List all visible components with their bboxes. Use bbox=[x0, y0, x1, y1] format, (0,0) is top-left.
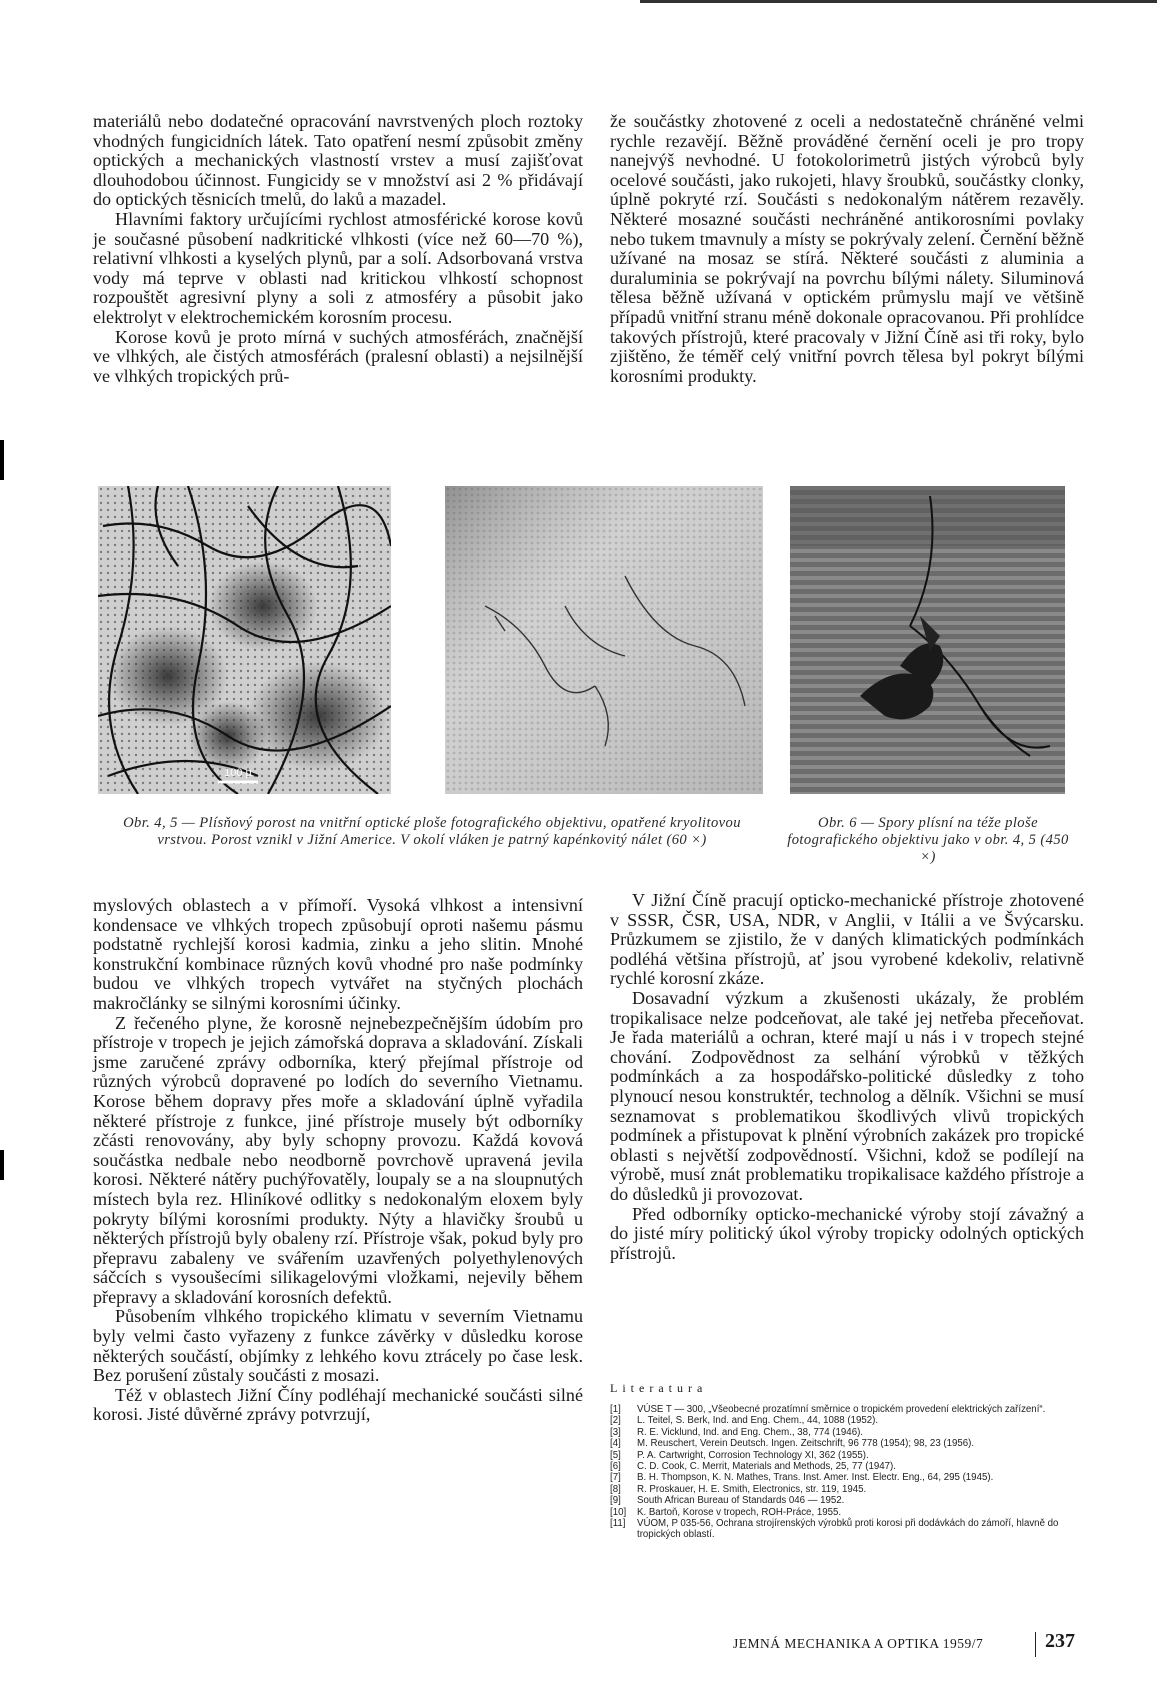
reference-item bbox=[610, 1427, 1084, 1438]
reference-text: R. Proskauer, H. E. Smith, Electronics, str. 119, 1945. bbox=[637, 1483, 867, 1495]
page-number: 237 bbox=[1045, 1630, 1075, 1652]
reference-text: M. Reuschert, Verein Deutsch. Ingen. Zeitschrift, 96 778 (1954); 98, 23 (1956). bbox=[637, 1438, 975, 1450]
reference-number: [7] bbox=[610, 1472, 621, 1484]
literature-heading: Literatura bbox=[610, 1381, 708, 1395]
paragraph: V Jižní Číně pracují opticko-mechanické přístroje zhotovené v SSSR, ČSR, USA, NDR, v Anglii, v Itálii a ve Švýcarsku. Průzkumem se zjistilo, že v daných klimatických podmínkách podléhá většina přístrojů, ať jsou vyrobené kdekoliv, relativně rychlé korosní zkáze. bbox=[610, 890, 1084, 989]
top-rule bbox=[640, 0, 1157, 3]
reference-item bbox=[610, 1404, 1084, 1415]
figure-5-image bbox=[445, 486, 763, 794]
reference-text: VÚOM, P 035-56, Ochrana strojírenských výrobků proti korosi při dodávkách do zámoří, hlavně do tropických oblastí. bbox=[637, 1518, 1059, 1541]
reference-item bbox=[610, 1438, 1084, 1449]
reference-number: [6] bbox=[610, 1461, 621, 1473]
paragraph: Z řečeného plyne, že korosně nejnebezpečnějším údobím pro přístroje v tropech je jejich zámořská doprava a skladování. Získali jsme zaručené zprávy odborníka, který přejímal přístroje od různých výrobců dopravené po lodích do severního Vietnamu. Korose během dopravy přes moře a skladování úplně vyřadila některé přístroje z funkce, jiné přístroje musely být odborníky zčásti renovovány, aby byly schopny provozu. Každá kovová součástka nedbale nebo neodborně povrchově upravená jevila korosi. Některé nátěry puchýřovatěly, loupaly se a na sloupnutých místech byla rez. Hliníkové odlitky s nedokonalým eloxem byly pokryty bílými korosními produkty. Nýty a hlavičky šroubů u některých přístrojů byly obaleny rzí. Přístroje však, pokud byly pro přepravu zabaleny ve svářením uzavřených polyethylenových sáčcích s vysoušecími silikagelovými vložkami, nejevily během přepravy a skladování korosních defektů. bbox=[93, 1012, 583, 1307]
paragraph: materiálů nebo dodatečné opracování navrstvených ploch roztoky vhodných fungicidních látek. Tato opatření nesmí způsobit změny optických a mechanických vlastností vrstev a musí zajišťovat dlouhodobou účinnost. Fungicidy se v množství asi 2 % přidávají do optických těsnicích tmelů, do laků a mazadel. bbox=[93, 111, 583, 210]
literature-list bbox=[610, 1404, 1084, 1541]
reference-text: K. Bartoň, Korose v tropech, ROH-Práce, 1955. bbox=[637, 1506, 842, 1518]
reference-text: South African Bureau of Standards 046 — 1952. bbox=[637, 1495, 845, 1507]
figure-4-5-caption: Obr. 4, 5 — Plísňový porost na vnitřní optické ploše fotografického objektivu, opatřené kryolitovou vrstvou. Porost vznikl v Jižní Americe. V okolí vláken je patrný kapénkovitý nálet (60 ×) bbox=[123, 815, 741, 848]
scan-edge-mark bbox=[0, 440, 4, 480]
reference-number: [2] bbox=[610, 1415, 621, 1427]
reference-number: [8] bbox=[610, 1483, 621, 1495]
reference-text: R. E. Vicklund, Ind. and Eng. Chem., 38, 774 (1946). bbox=[637, 1426, 863, 1438]
reference-text: L. Teitel, S. Berk, Ind. and Eng. Chem., 44, 1088 (1952). bbox=[637, 1415, 879, 1427]
journal-footer: JEMNÁ MECHANIKA A OPTIKA 1959/7 bbox=[733, 1636, 984, 1651]
paragraph: Působením vlhkého tropického klimatu v severním Vietnamu byly velmi často vyřazeny z funkce závěrky v důsledku korose některých součástí, objímky z lehkého kovu ztrácely po čase lesk. Bez porušení zůstaly součásti z mosazi. bbox=[93, 1306, 583, 1386]
reference-text: P. A. Cartwright, Corrosion Technology XI, 362 (1955). bbox=[637, 1449, 869, 1461]
paragraph: Též v oblastech Jižní Číny podléhají mechanické součásti silné korosi. Jisté důvěrné zprávy potvrzují, bbox=[93, 1384, 583, 1425]
paragraph: Před odborníky opticko-mechanické výroby stojí závažný a do jisté míry politický úkol výroby tropicky odolných optických přístrojů. bbox=[610, 1203, 1084, 1263]
paragraph: že součástky zhotovené z oceli a nedostatečně chráněné velmi rychle rezavějí. Běžně prováděné černění oceli je pro tropy nanejvýš nevhodné. U fotokolorimetrů jistých výrobců byly ocelové součásti, jako rukojeti, hlavy šroubků, součástky clonky, úplně pokryté rzí. Součásti s nedokonalým nátěrem rezavěly. Některé mosazné součásti nechráněné antikorosními povlaky nebo tukem tmavnuly a místy se pokrývaly zelení. Černění běžně užívané na mosaz se stírá. Některé součásti z aluminia a duraluminia se pokrývají na povrchu bílými nálety. Siluminová tělesa běžně užívaná v optickém průmyslu mají ve většině případů vnitřní stranu méně dokonale opracovanou. Při prohlídce takových přístrojů, které pracovaly v Jižní Číně asi tři roky, bylo zjištěno, že téměř celý vnitřní povrch tělesa byl pokryt bílými korosními produkty. bbox=[610, 111, 1084, 386]
reference-item bbox=[610, 1461, 1084, 1472]
left-column-top bbox=[93, 112, 583, 386]
reference-text: VÚSE T — 300, „Všeobecné prozatímní směrnice o tropickém provedení elektrických zařízení“. bbox=[637, 1404, 1046, 1415]
reference-item bbox=[610, 1472, 1084, 1483]
scan-edge-mark bbox=[0, 1150, 4, 1180]
reference-number: [11] bbox=[610, 1518, 626, 1530]
reference-number: [9] bbox=[610, 1495, 621, 1507]
paragraph: Korose kovů je proto mírná v suchých atmosférách, značnější ve vlhkých, ale čistých atmosférách (pralesní oblasti) a nejsilnější ve vlhkých tropických prů- bbox=[93, 326, 583, 386]
right-column-top bbox=[610, 112, 1084, 386]
reference-text: B. H. Thompson, K. N. Mathes, Trans. Inst. Amer. Inst. Electr. Eng., 64, 295 (1945). bbox=[637, 1472, 994, 1484]
reference-item bbox=[610, 1495, 1084, 1506]
right-column-bottom bbox=[610, 891, 1084, 1263]
paragraph: Dosavadní výzkum a zkušenosti ukázaly, že problém tropikalisace nelze podceňovat, ale také jej netřeba přeceňovat. Je řada materiálů a ochran, které mají u nás i v tropech stejné chování. Zodpovědnost za selhání výrobků v těžkých podmínkách a za hospodářsko-politické důsledky z toho plynoucí nesou konstruktér, technolog a dělník. Všichni se musí seznamovat s problematikou škodlivých vlivů tropických podmínek a přistupovat k plnění výrobních zakázek pro tropické oblasti s největší zodpovědností. Všichni, kdož se podílejí na výrobě, musí znát problematiku tropikalisace každého přístroje a do důsledků ji provozovat. bbox=[610, 987, 1084, 1204]
footer-divider bbox=[1035, 1632, 1036, 1657]
reference-number: [10] bbox=[610, 1506, 627, 1518]
figure-4-image bbox=[98, 486, 391, 794]
reference-item bbox=[610, 1507, 1084, 1518]
reference-item bbox=[610, 1484, 1084, 1495]
figure-6-image bbox=[790, 486, 1065, 794]
reference-number: [4] bbox=[610, 1438, 621, 1450]
paragraph: Hlavními faktory určujícími rychlost atmosférické korose kovů je současné působení nadkritické vlhkosti (více než 60—70 %), relativní vlhkosti a kyselých plynů, par a solí. Adsorbovaná vrstva vody má teprve v oblasti nad kritickou vlhkostí schopnost rozpouštět agresivní plyny a soli z atmosféry a působit jako elektrolyt v elektrochemickém korosním procesu. bbox=[93, 208, 583, 327]
scale-bar-label: 100 µ bbox=[224, 767, 252, 779]
paragraph: myslových oblastech a v přímoří. Vysoká vlhkost a intensivní kondensace ve vlhkých tropech způsobují oproti našemu pásmu podstatně rychlejší korosi kadmia, zinku a jeho slitin. Mnohé konstrukční kombinace různých kovů vhodné pro naše podmínky budou ve vlhkých tropech vytvářet na styčných plochách makročlánky se silnými korosními účinky. bbox=[93, 895, 583, 1013]
left-column-bottom bbox=[93, 896, 583, 1425]
reference-number: [5] bbox=[610, 1449, 621, 1461]
reference-number: [3] bbox=[610, 1426, 621, 1438]
figure-6-caption: Obr. 6 — Spory plísní na téže ploše fotografického objektivu jako v obr. 4, 5 (450 ×) bbox=[787, 815, 1069, 865]
reference-text: C. D. Cook, C. Merrit, Materials and Methods, 25, 77 (1947). bbox=[637, 1461, 896, 1473]
reference-number: [1] bbox=[610, 1404, 621, 1415]
reference-item bbox=[610, 1518, 1084, 1541]
reference-item bbox=[610, 1450, 1084, 1461]
reference-item bbox=[610, 1415, 1084, 1426]
